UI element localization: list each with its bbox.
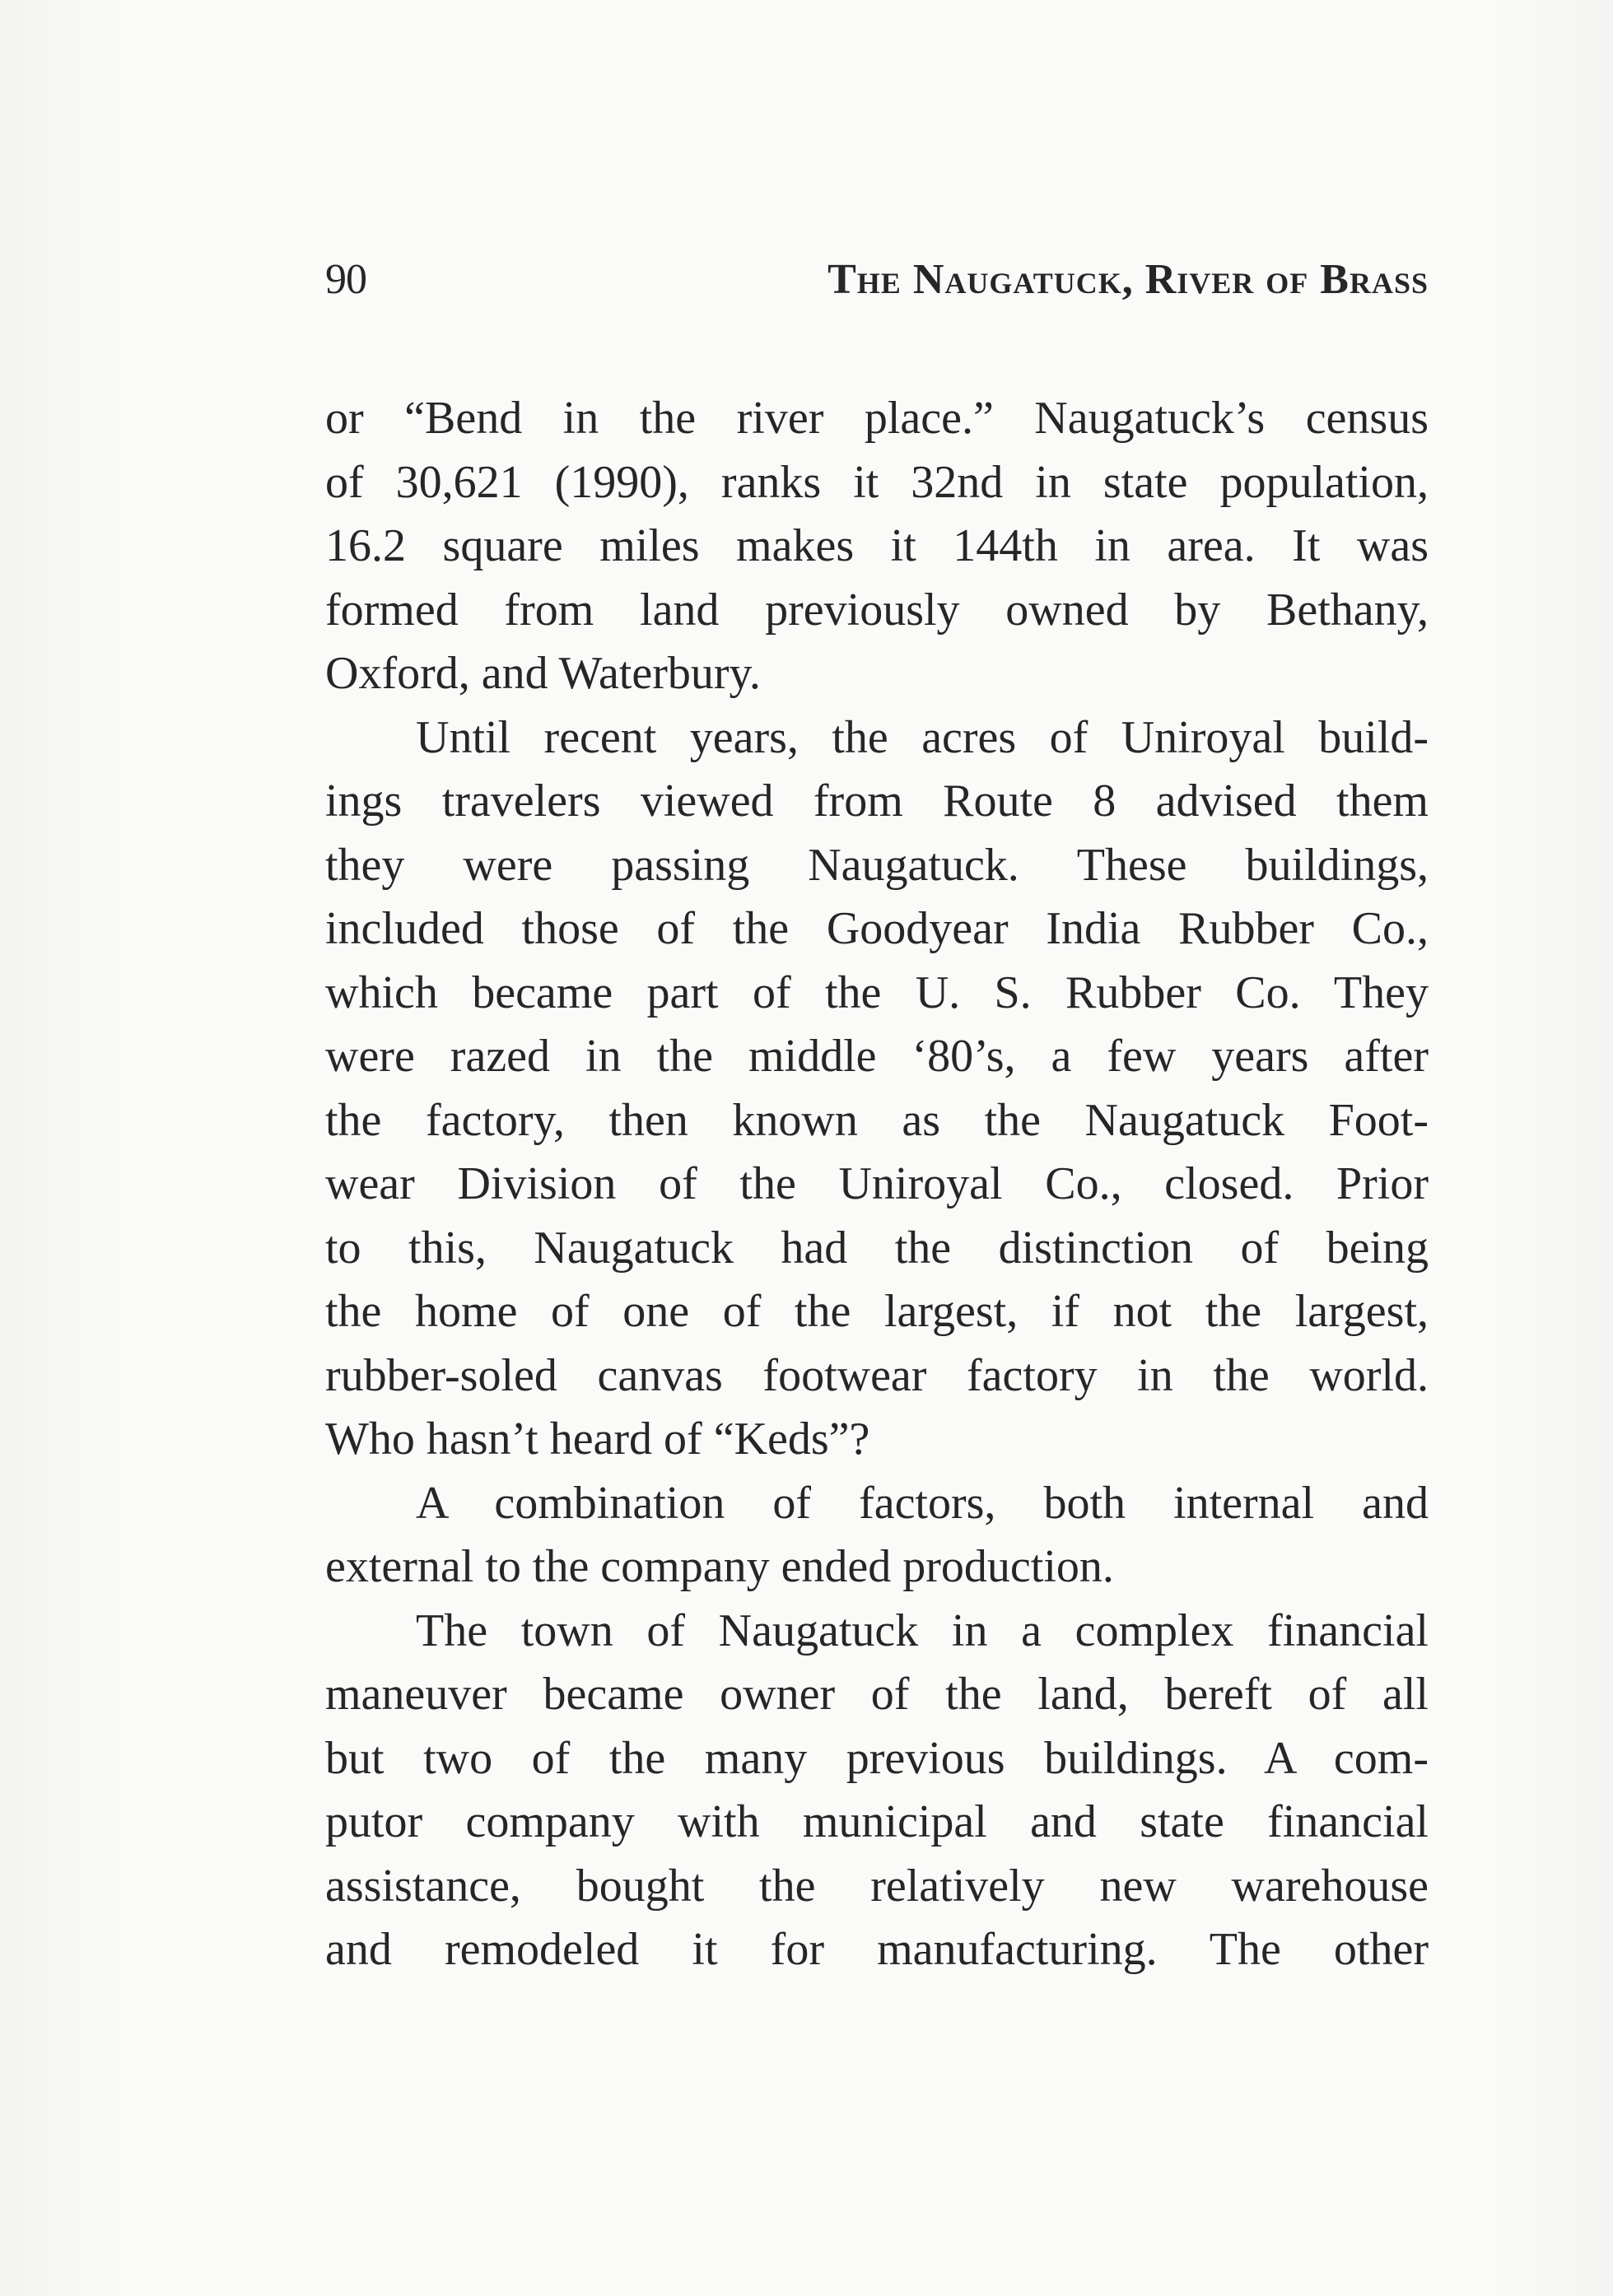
- text-line: formed from land previously owned by Bethany,: [325, 584, 1429, 636]
- text-line: the factory, then known as the Naugatuck Foot-: [325, 1094, 1429, 1146]
- text-line: 16.2 square miles makes it 144th in area. It was: [325, 520, 1429, 571]
- text-line: external to the company ended production.: [325, 1541, 1114, 1592]
- text-line: maneuver became owner of the land, bereft of all: [325, 1669, 1429, 1720]
- text-line: Oxford, and Waterbury.: [325, 648, 761, 699]
- paragraph: [325, 706, 1429, 1472]
- text-line: Until recent years, the acres of Uniroyal build-: [416, 711, 1429, 763]
- text-line: wear Division of the Uniroyal Co., closed. Prior: [325, 1158, 1429, 1209]
- text-line: assistance, bought the relatively new warehouse: [325, 1860, 1429, 1912]
- text-line: which became part of the U. S. Rubber Co. They: [325, 966, 1429, 1018]
- text-line: the home of one of the largest, if not the largest,: [325, 1286, 1429, 1337]
- text-line: and remodeled it for manufacturing. The other: [325, 1924, 1429, 1975]
- paragraph: [325, 1600, 1429, 1982]
- paragraph: [325, 387, 1429, 706]
- running-head: [325, 247, 1429, 313]
- text-line: The town of Naugatuck in a complex financial: [416, 1604, 1429, 1656]
- text-line: of 30,621 (1990), ranks it 32nd in state population,: [325, 456, 1429, 508]
- text-line: they were passing Naugatuck. These buildings,: [325, 839, 1429, 891]
- text-line: or “Bend in the river place.” Naugatuck’s census: [325, 393, 1429, 444]
- text-line: included those of the Goodyear India Rubber Co.,: [325, 903, 1429, 954]
- text-line: but two of the many previous buildings. A com-: [325, 1732, 1429, 1784]
- paragraph: [325, 1472, 1429, 1600]
- text-line: rubber-soled canvas footwear factory in the world.: [325, 1349, 1429, 1401]
- body-text: [325, 387, 1429, 1982]
- running-title: The Naugatuck, River of Brass: [827, 256, 1429, 303]
- text-line: ings travelers viewed from Route 8 advised them: [325, 775, 1429, 827]
- text-line: to this, Naugatuck had the distinction of being: [325, 1222, 1429, 1274]
- text-line: Who hasn’t heard of “Keds”?: [325, 1413, 870, 1465]
- text-line: A combination of factors, both internal and: [416, 1477, 1429, 1529]
- text-line: putor company with municipal and state financial: [325, 1796, 1429, 1847]
- page-number: 90: [325, 256, 366, 303]
- text-line: were razed in the middle ‘80’s, a few years after: [325, 1031, 1429, 1082]
